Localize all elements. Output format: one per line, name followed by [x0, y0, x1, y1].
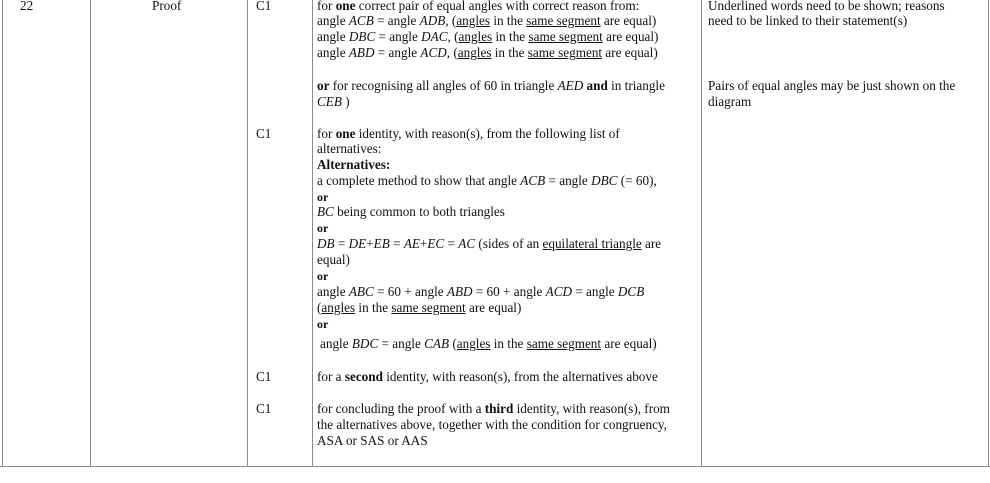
guidance-note-1-line2: need to be linked to their statement(s) [708, 13, 908, 28]
table-left-border [2, 0, 3, 466]
mark1-line6: CEB ) [317, 94, 350, 109]
column-divider-3 [312, 0, 313, 466]
mark3-text: for a second identity, with reason(s), from the alternatives above [317, 369, 658, 384]
mark1-line1: for one correct pair of equal angles with correct reason from: [317, 0, 640, 13]
alternative-4-cont: (angles in the same segment are equal) [317, 300, 522, 315]
alternative-4: angle ABC = 60 + angle ABD = 60 + angle ACD = angle DCB [317, 284, 645, 299]
question-number: 22 [20, 0, 34, 13]
alternative-3-cont: equal) [317, 252, 350, 267]
alternative-1: a complete method to show that angle ACB = angle DBC (= 60), [317, 173, 657, 188]
column-divider-1 [90, 0, 91, 466]
or-separator-2: or [317, 221, 329, 235]
mark4-line3: ASA or SAS or AAS [317, 433, 428, 448]
column-divider-2 [247, 0, 248, 466]
alternative-2: BC being common to both triangles [317, 204, 505, 219]
or-separator-3: or [317, 269, 329, 283]
mark-code-2: C1 [256, 126, 272, 141]
guidance-note-2-line2: diagram [708, 94, 752, 109]
mark4-line1: for concluding the proof with a third identity, with reason(s), from [317, 401, 670, 416]
mark-code-4: C1 [256, 401, 272, 416]
column-divider-4 [701, 0, 702, 466]
mark1-line3: angle DBC = angle DAC, (angles in the same segment are equal) [317, 29, 659, 44]
or-separator-4: or [317, 317, 329, 331]
table-bottom-border [0, 466, 990, 467]
question-part: Proof [152, 0, 182, 13]
mark4-line2: the alternatives above, together with the condition for congruency, [317, 417, 667, 432]
alternative-5: angle BDC = angle CAB (angles in the same segment are equal) [320, 336, 657, 351]
guidance-note-2-line1: Pairs of equal angles may be just shown on the [708, 78, 956, 93]
table-right-border [988, 0, 989, 466]
guidance-note-1-line1: Underlined words need to be shown; reasons [708, 0, 945, 13]
mark1-line5: or for recognising all angles of 60 in triangle AED and in triangle [317, 78, 665, 93]
mark-code-1: C1 [256, 0, 272, 13]
mark2-line1: for one identity, with reason(s), from the following list of [317, 126, 620, 141]
mark1-line4: angle ABD = angle ACD, (angles in the same segment are equal) [317, 45, 658, 60]
mark2-line2: alternatives: [317, 141, 382, 156]
mark-code-3: C1 [256, 369, 272, 384]
mark1-line2: angle ACB = angle ADB, (angles in the same segment are equal) [317, 13, 657, 28]
alternative-3: DB = DE+EB = AE+EC = AC (sides of an equilateral triangle are [317, 236, 662, 251]
alternatives-heading: Alternatives: [317, 157, 391, 172]
or-separator-1: or [317, 190, 329, 204]
